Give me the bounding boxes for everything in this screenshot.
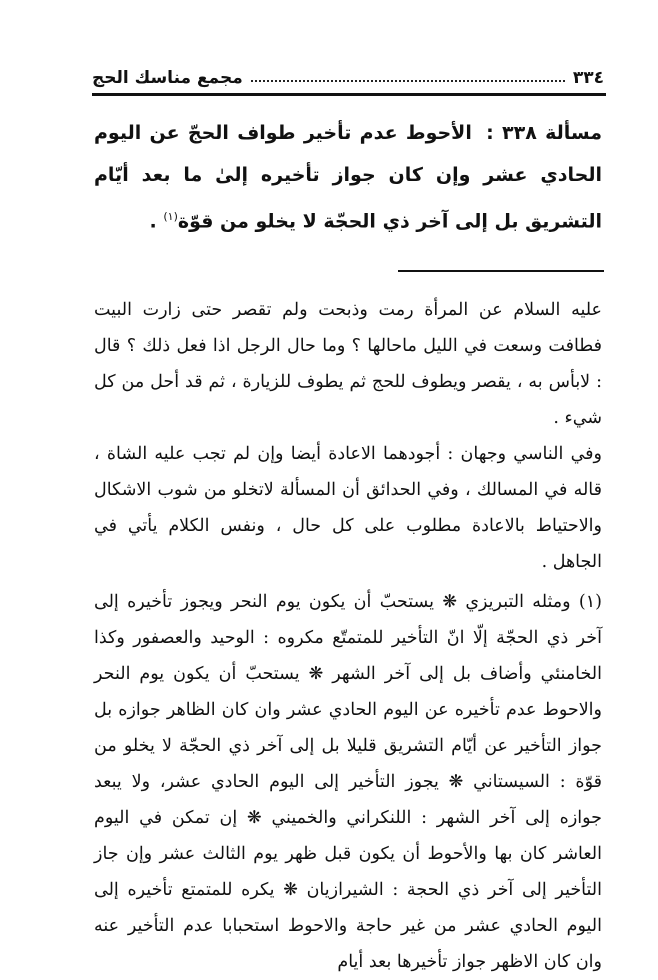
footnote-continuation-paragraph: وفي الناسي وجهان : أجودهما الاعادة أيضا وإن لم تجب عليه الشاة ، قاله في المسالك ، وفي الحدائق أن المسألة لاتخلو من شوب الاشكال والاحتياط بالاعادة مطلوب على كل حال ، ونفس الكلام يأتي في الجاهل .	[94, 444, 602, 572]
header-dot-leader	[251, 80, 565, 82]
page-number: ٣٣٤	[572, 68, 604, 88]
footnote-separator	[398, 270, 604, 272]
book-title: مجمع مناسك الحج	[92, 68, 243, 88]
footnotes	[94, 292, 602, 980]
question-block	[94, 112, 602, 242]
footnote-marker: (١)	[163, 210, 178, 223]
header-rule	[92, 93, 606, 96]
footnote-continuation-paragraph: عليه السلام عن المرأة رمت وذبحت ولم تقصر حتى زارت البيت فطافت وسعت في الليل ماحالها ؟ وما حال الرجل اذا فعل ذلك ؟ قال : لابأس به ، يقصر ويطوف للحج ثم يطوف للزيارة ، ثم قد أحل من كل شيء .	[94, 300, 602, 428]
running-header	[92, 58, 604, 88]
footnote-1: (١) ومثله التبريزي ❋ يستحبّ أن يكون يوم النحر ويجوز تأخيره إلى آخر ذي الحجّة إلّا انّ التأخير للمتمتّع مكروه : الوحيد والعصفور وكذا الخامنئي وأضاف بل إلى آخر الشهر ❋ يستحبّ أن يكون يوم النحر والاحوط عدم تأخيره عن اليوم الحادي عشر وان كان الظاهر جوازه بل جواز التأخير عن أيّام التشريق قليلا بل إلى آخر ذي الحجّة لا يخلو من قوّة : السيستاني ❋ يجوز التأخير إلى اليوم الحادي عشر، ولا يبعد جوازه إلى آخر الشهر : اللنكراني والخميني ❋ إن تمكن في اليوم العاشر كان بها والأحوط أن يكون قبل ظهر يوم الثالث عشر وإن جاز التأخير إلى آخر ذي الحجة : الشيرازيان ❋ يكره للمتمتع تأخيره إلى اليوم الحادي عشر من غير حاجة والاحوط استحبابا عدم التأخير عنه وان كان الاظهر جواز تأخيرها بعد أيام	[94, 592, 602, 972]
question-text: الأحوط عدم تأخير طواف الحجّ عن اليوم الحادي عشر وإن كان جواز تأخيره إلىٰ ما بعد أيّام التشريق بل إلى آخر ذي الحجّة لا يخلو من قوّة	[94, 122, 602, 233]
question-end: .	[149, 210, 164, 233]
question-number: مسألة ٣٣٨ :	[486, 122, 602, 144]
